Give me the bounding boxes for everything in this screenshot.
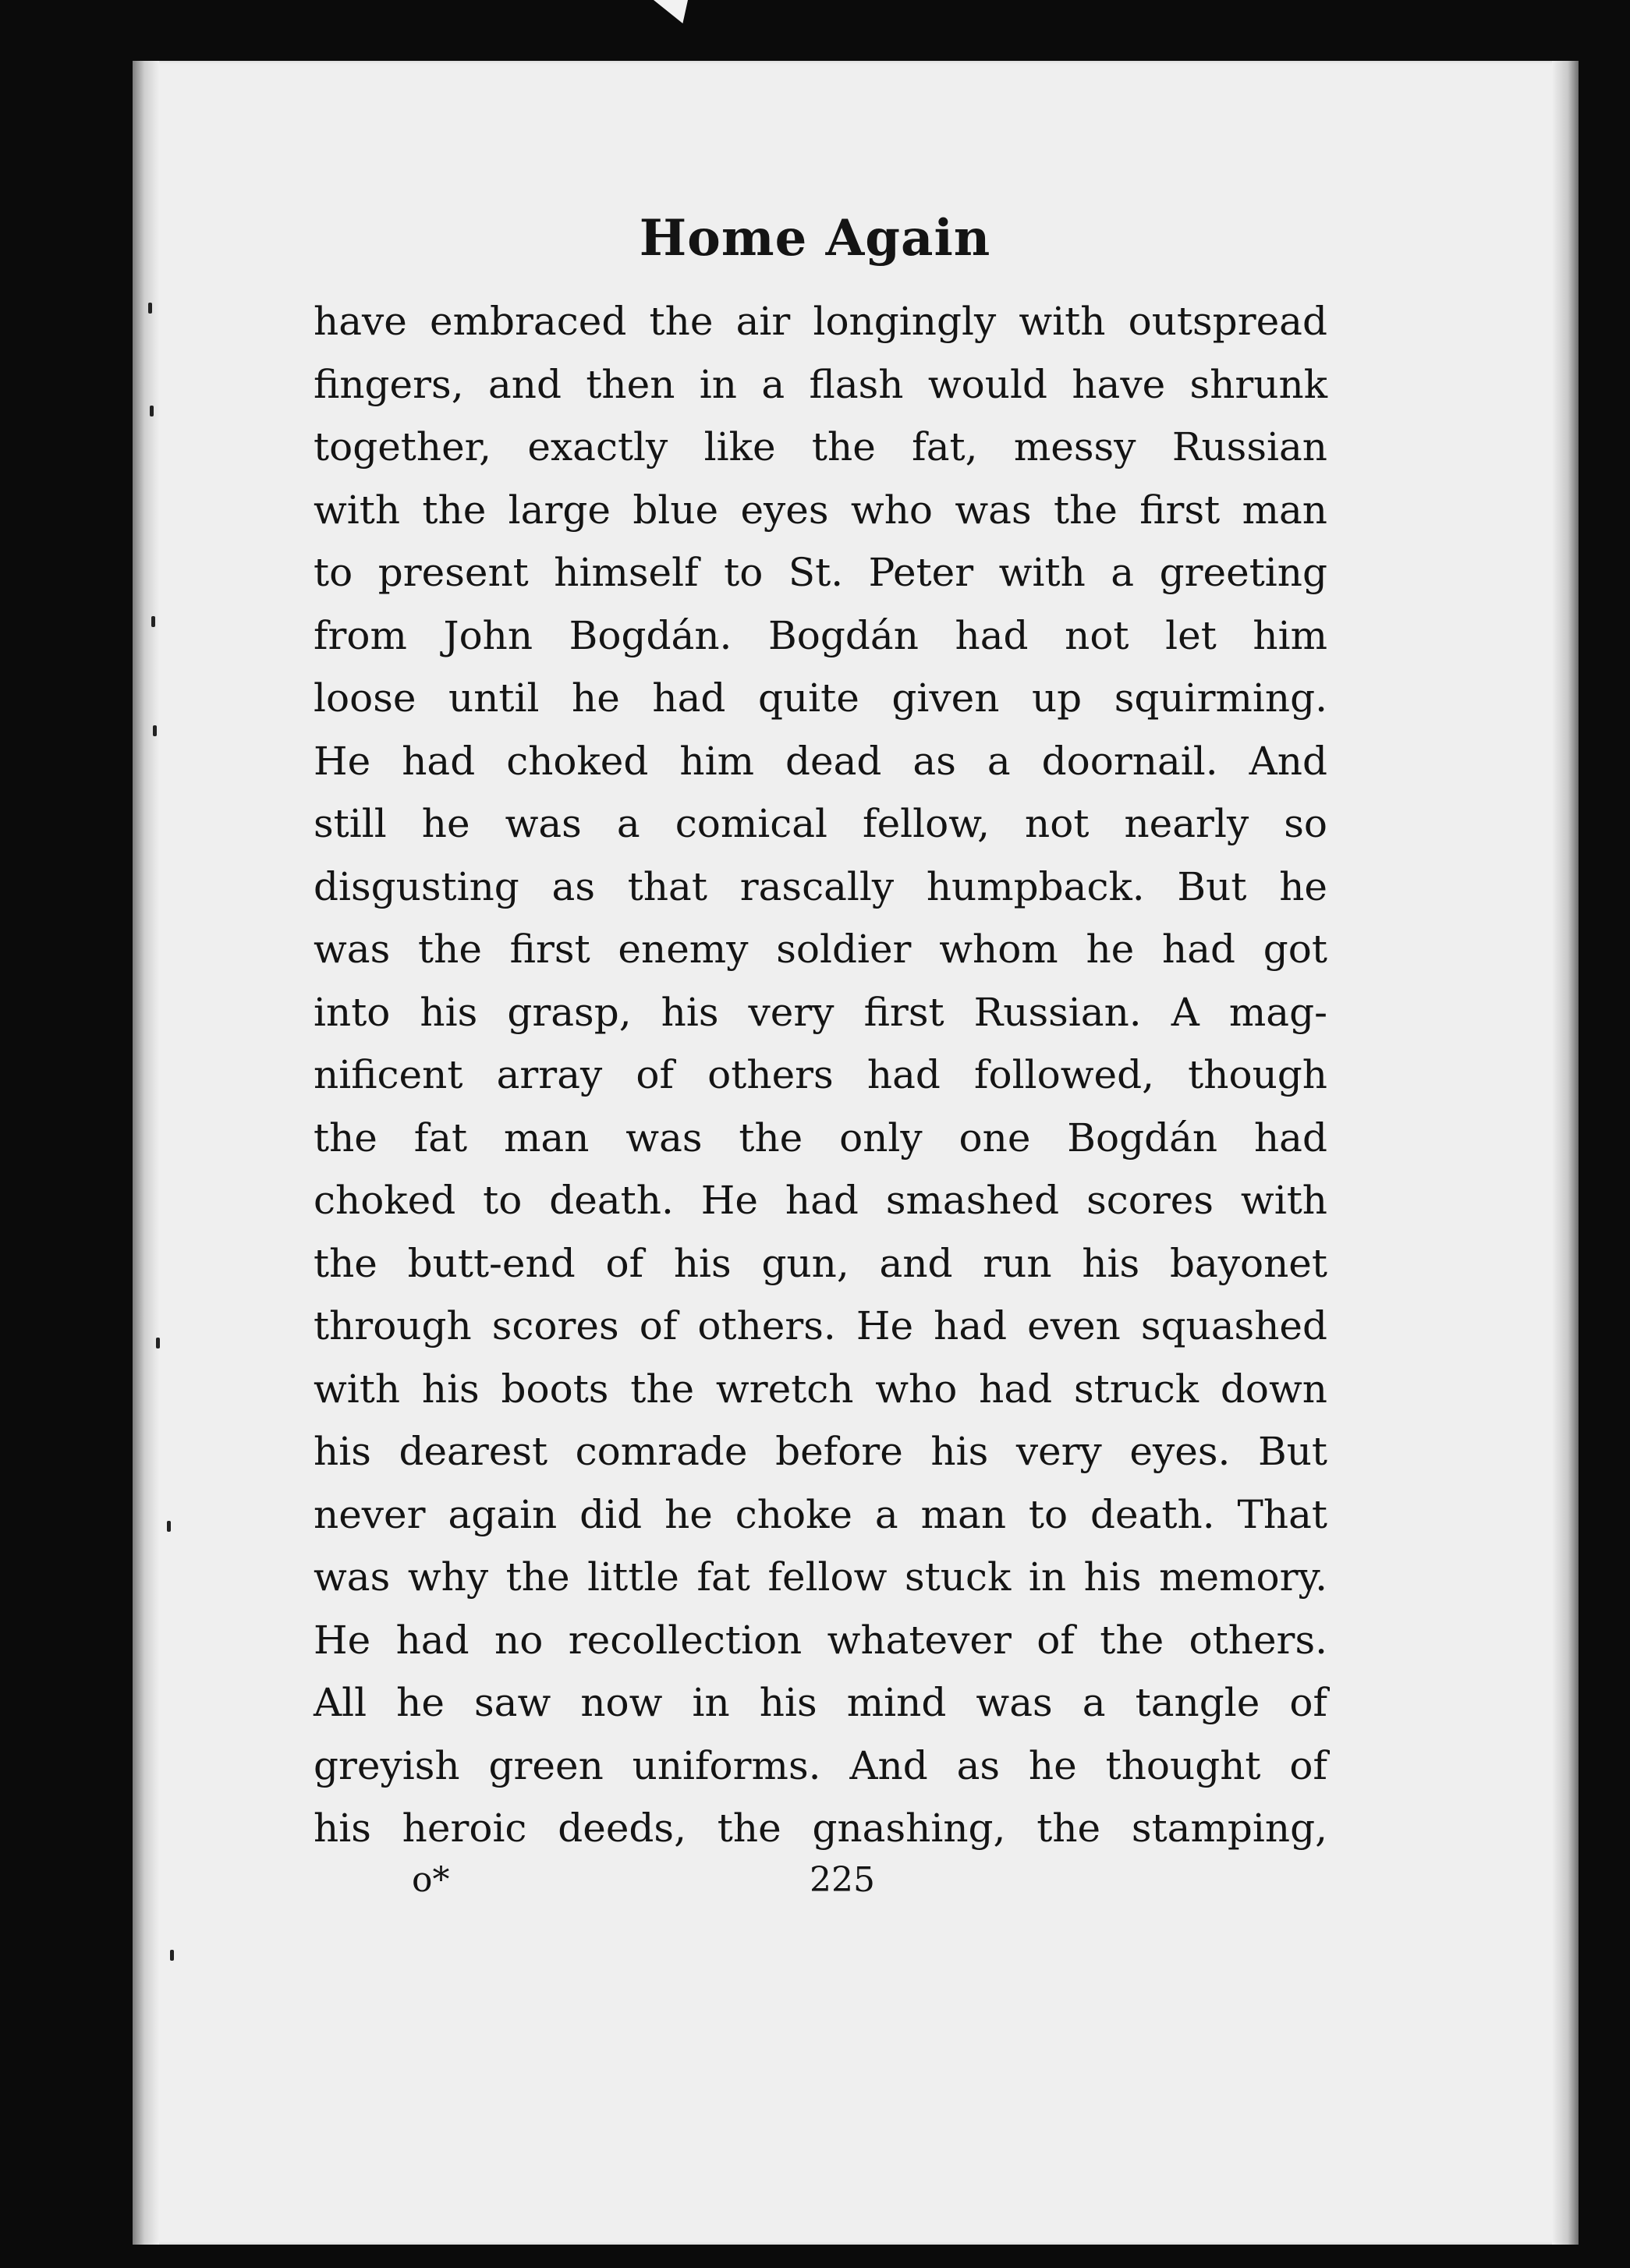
text-line: He had choked him dead as a doornail. And bbox=[314, 738, 1327, 784]
text-line: was the first enemy soldier whom he had got bbox=[314, 927, 1327, 972]
scan-notch bbox=[654, 0, 688, 23]
text-line: through scores of others. He had even squashed bbox=[314, 1303, 1327, 1348]
text-line: with the large blue eyes who was the first man bbox=[314, 487, 1327, 533]
scan-speck bbox=[148, 303, 152, 314]
body-text bbox=[314, 290, 1327, 1860]
text-line: his dearest comrade before his very eyes. But bbox=[314, 1429, 1327, 1474]
scan-speck bbox=[150, 406, 154, 416]
text-line: into his grasp, his very first Russian. A mag- bbox=[314, 989, 1327, 1035]
text-line: never again did he choke a man to death. That bbox=[314, 1491, 1327, 1537]
text-line: was why the little fat fellow stuck in his memory. bbox=[314, 1554, 1327, 1600]
text-line: fingers, and then in a flash would have shrunk bbox=[314, 361, 1327, 407]
text-line: have embraced the air longingly with outspread bbox=[314, 299, 1327, 344]
text-line: his heroic deeds, the gnashing, the stamping, bbox=[314, 1806, 1327, 1851]
text-line: nificent array of others had followed, though bbox=[314, 1052, 1327, 1097]
scan-speck bbox=[151, 616, 155, 627]
text-line: to present himself to St. Peter with a greeting bbox=[314, 550, 1327, 595]
text-line: with his boots the wretch who had struck down bbox=[314, 1366, 1327, 1412]
text-line: the fat man was the only one Bogdán had bbox=[314, 1115, 1327, 1161]
text-line: greyish green uniforms. And as he thought of bbox=[314, 1742, 1327, 1788]
scan-speck bbox=[156, 1338, 160, 1348]
text-line: All he saw now in his mind was a tangle of bbox=[314, 1680, 1327, 1725]
running-head: Home Again bbox=[639, 209, 991, 268]
text-line: the butt-end of his gun, and run his bayonet bbox=[314, 1240, 1327, 1286]
text-line: choked to death. He had smashed scores with bbox=[314, 1178, 1327, 1223]
gutter-shadow bbox=[133, 61, 159, 2245]
page-edge bbox=[1552, 61, 1579, 2245]
scan-speck bbox=[170, 1950, 174, 1961]
scan-speck bbox=[167, 1521, 171, 1532]
text-line: still he was a comical fellow, not nearly so bbox=[314, 801, 1327, 846]
text-line: disgusting as that rascally humpback. But he bbox=[314, 863, 1327, 909]
text-line: together, exactly like the fat, messy Russian bbox=[314, 424, 1327, 470]
text-line: He had no recollection whatever of the others. bbox=[314, 1617, 1327, 1663]
page-number: 225 bbox=[810, 1860, 875, 1900]
text-line: loose until he had quite given up squirming. bbox=[314, 675, 1327, 721]
text-line: from John Bogdán. Bogdán had not let him bbox=[314, 612, 1327, 658]
signature-mark: o* bbox=[412, 1860, 450, 1900]
scan-speck bbox=[153, 725, 157, 736]
